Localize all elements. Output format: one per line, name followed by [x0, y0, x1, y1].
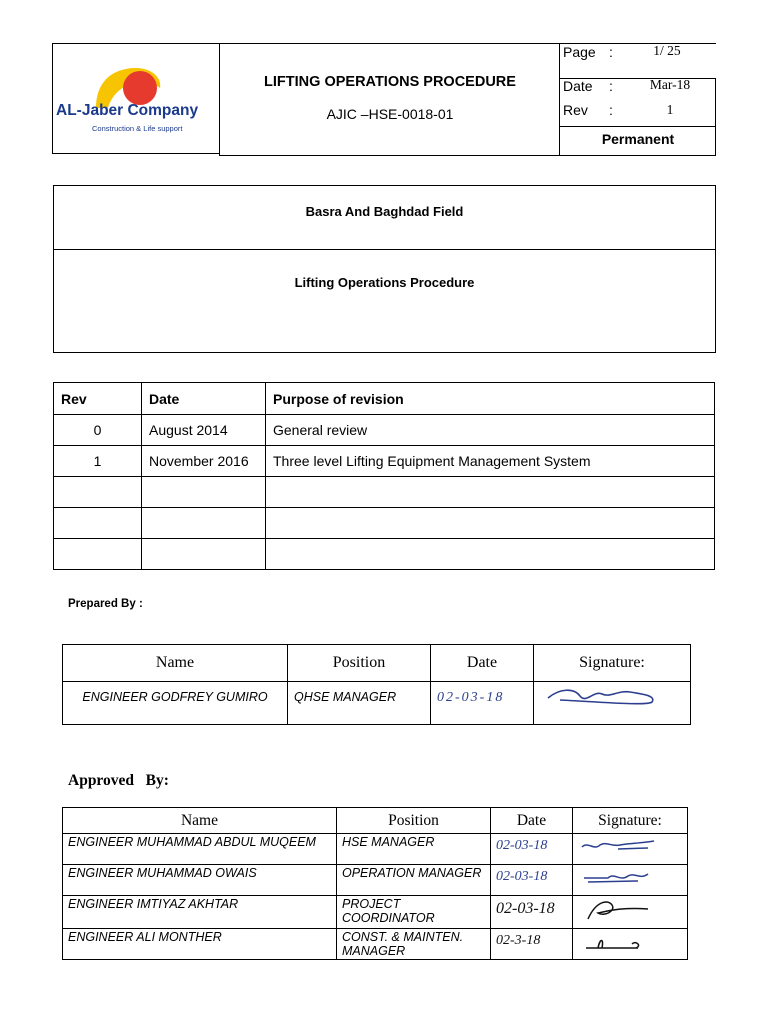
approved-name: ENGINEER IMTIYAZ AKHTAR [63, 896, 337, 929]
logo-company-name: AL-Jaber Company [56, 102, 199, 119]
approved-position: PROJECT COORDINATOR [337, 896, 491, 929]
approved-header-signature: Signature: [573, 808, 688, 834]
approved-position: HSE MANAGER [337, 834, 491, 865]
approved-date [491, 834, 573, 865]
revision-header-row [54, 383, 715, 415]
revision-date [142, 508, 266, 539]
date-value: Mar-18 [649, 77, 691, 92]
prepared-by-label: Prepared By : [68, 598, 143, 610]
approved-header-position: Position [337, 808, 491, 834]
approved-position: CONST. & MAINTEN. MANAGER [337, 929, 491, 960]
revision-date: August 2014 [142, 415, 266, 446]
approved-header-name: Name [63, 808, 337, 834]
approved-date-handwritten: 02-03-18 [496, 838, 548, 853]
table-row [54, 539, 715, 570]
approved-name: ENGINEER MUHAMMAD ABDUL MUQEEM [63, 834, 337, 865]
approved-signature [573, 865, 688, 896]
prepared-signature [534, 682, 691, 725]
table-row [63, 865, 688, 896]
page-value: 1/ 25 [653, 43, 681, 58]
approved-date [491, 865, 573, 896]
approved-date-handwritten: 02-03-18 [496, 900, 555, 917]
signature-scribble [578, 866, 658, 888]
prepared-position: QHSE MANAGER [288, 682, 431, 725]
revision-header-purpose: Purpose of revision [266, 383, 715, 415]
signature-scribble [578, 930, 658, 956]
revision-date [142, 539, 266, 570]
approved-date-handwritten: 02-03-18 [496, 869, 548, 884]
approved-name: ENGINEER ALI MONTHER [63, 929, 337, 960]
approved-date [491, 929, 573, 960]
revision-purpose: Three level Lifting Equipment Management System [266, 446, 715, 477]
revision-purpose [266, 477, 715, 508]
table-row [54, 508, 715, 539]
rev-label: Rev [563, 102, 588, 118]
rev-value: 1 [666, 102, 674, 117]
signature-scribble [578, 835, 658, 857]
table-row [54, 446, 715, 477]
approved-signature [573, 929, 688, 960]
revision-purpose [266, 539, 715, 570]
prepared-date-handwritten: 02-03-18 [437, 690, 505, 705]
date-label: Date [563, 78, 593, 94]
approved-signature [573, 896, 688, 929]
revision-header-rev: Rev [54, 383, 142, 415]
logo-tagline: Construction & Life support [92, 124, 183, 133]
signature-scribble [578, 897, 658, 923]
approved-date-handwritten: 02-3-18 [496, 933, 541, 948]
page-colon: : [609, 44, 613, 60]
table-row [63, 896, 688, 929]
approved-header-row [63, 808, 688, 834]
prepared-header-date: Date [431, 645, 534, 682]
document-code: AJIC –HSE-0018-01 [326, 106, 454, 122]
prepared-header-name: Name [63, 645, 288, 682]
revision-date: November 2016 [142, 446, 266, 477]
revision-rev [54, 539, 142, 570]
table-row [63, 834, 688, 865]
company-logo [56, 60, 216, 150]
revision-purpose [266, 508, 715, 539]
revision-rev [54, 508, 142, 539]
prepared-by-table [62, 644, 691, 725]
approved-position: OPERATION MANAGER [337, 865, 491, 896]
revision-date [142, 477, 266, 508]
table-row [54, 477, 715, 508]
approved-by-table [62, 807, 688, 960]
prepared-date [431, 682, 534, 725]
procedure-name: Lifting Operations Procedure [294, 275, 475, 290]
revision-rev [54, 477, 142, 508]
prepared-header-row [63, 645, 691, 682]
rev-colon: : [609, 102, 613, 118]
revision-purpose: General review [266, 415, 715, 446]
signature-scribble [540, 684, 670, 708]
prepared-name: ENGINEER GODFREY GUMIRO [63, 682, 288, 725]
date-colon: : [609, 78, 613, 94]
approved-header-date: Date [491, 808, 573, 834]
page-label: Page [563, 44, 596, 60]
prepared-header-signature: Signature: [534, 645, 691, 682]
field-name: Basra And Baghdad Field [305, 204, 464, 219]
approved-date [491, 896, 573, 929]
revision-rev: 0 [54, 415, 142, 446]
table-row [63, 929, 688, 960]
document-status: Permanent [601, 131, 675, 147]
approved-signature [573, 834, 688, 865]
prepared-header-position: Position [288, 645, 431, 682]
revision-rev: 1 [54, 446, 142, 477]
approved-name: ENGINEER MUHAMMAD OWAIS [63, 865, 337, 896]
project-box [53, 185, 716, 353]
revision-header-date: Date [142, 383, 266, 415]
document-title: LIFTING OPERATIONS PROCEDURE [264, 74, 516, 90]
table-row [63, 682, 691, 725]
revision-table [53, 382, 715, 570]
approved-by-label: Approved By: [68, 772, 169, 789]
table-row [54, 415, 715, 446]
